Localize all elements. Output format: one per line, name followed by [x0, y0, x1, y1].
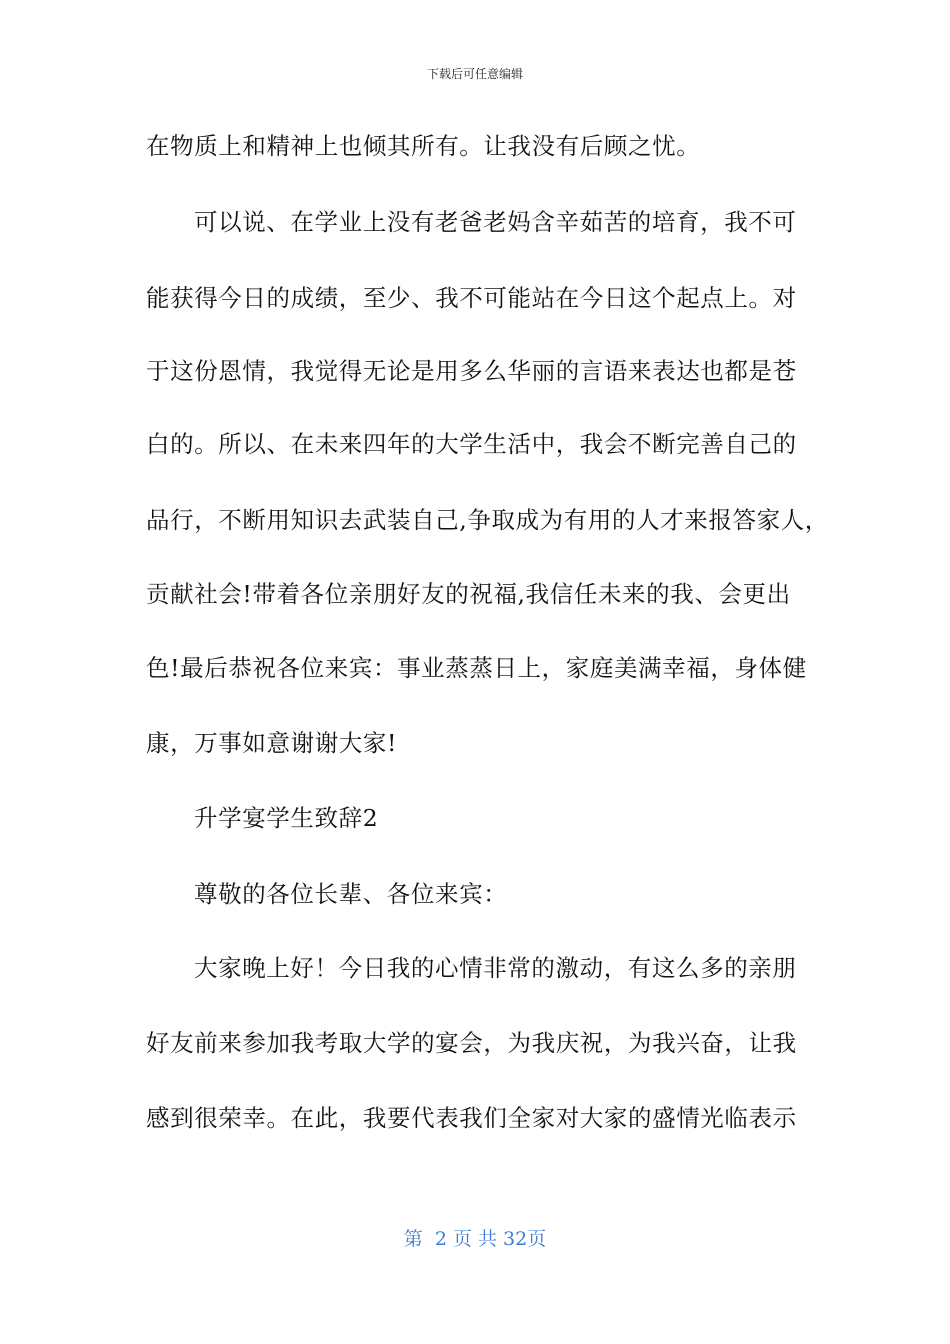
text-line: 品行，不断用知识去武装自己,争取成为有用的人才来报答家人， [146, 506, 829, 534]
text-line: 能获得今日的成绩，至少、我不可能站在今日这个起点上。对 [146, 284, 797, 312]
text-line: 于这份恩情，我觉得无论是用多么华丽的言语来表达也都是苍 [146, 357, 797, 385]
text-line: 好友前来参加我考取大学的宴会，为我庆祝，为我兴奋，让我 [146, 1029, 797, 1057]
section-heading: 升学宴学生致辞2 [194, 804, 379, 832]
page-number-footer: 第 2 页 共 32页 [403, 1228, 547, 1250]
text-line: 白的。所以、在未来四年的大学生活中，我会不断完善自己的 [146, 430, 797, 458]
text-line: 可以说、在学业上没有老爸老妈含辛茹苦的培育，我不可 [194, 208, 797, 236]
text-line: 感到很荣幸。在此，我要代表我们全家对大家的盛情光临表示 [146, 1104, 797, 1132]
page-header: 下载后可任意编辑 [426, 67, 523, 81]
text-line: 色!最后恭祝各位来宾：事业蒸蒸日上，家庭美满幸福，身体健 [146, 654, 807, 682]
text-line: 康，万事如意谢谢大家! [146, 729, 398, 757]
text-line: 贡献社会!带着各位亲朋好友的祝福,我信任未来的我、会更出 [146, 580, 791, 608]
text-line: 大家晚上好！今日我的心情非常的激动，有这么多的亲朋 [194, 954, 797, 982]
salutation-line: 尊敬的各位长辈、各位来宾： [194, 880, 508, 908]
text-line: 在物质上和精神上也倾其所有。让我没有后顾之忧。 [146, 132, 701, 160]
